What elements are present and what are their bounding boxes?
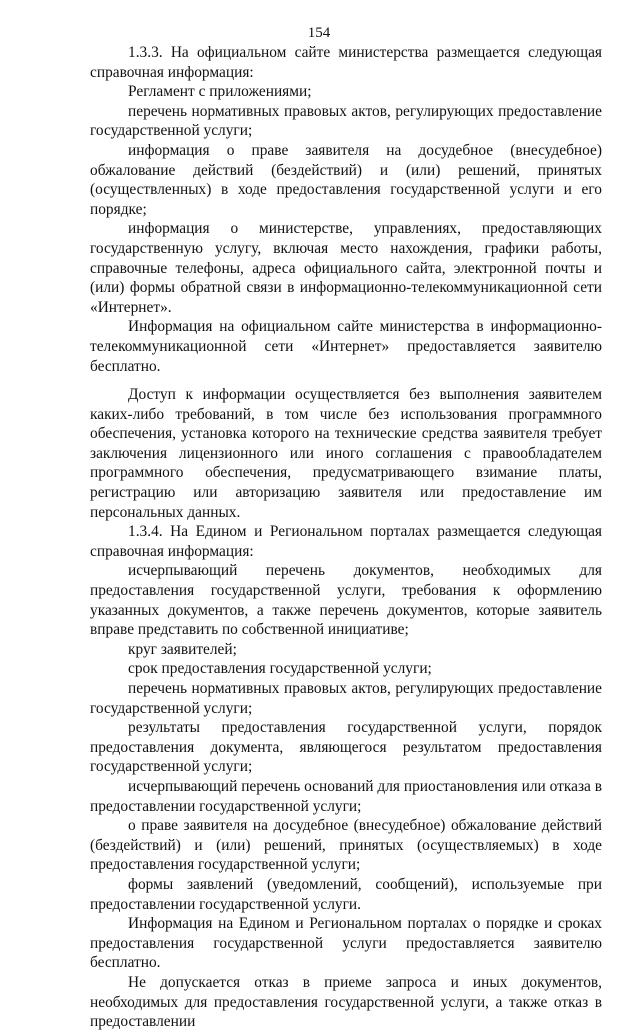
list-item-appeal-right: информация о праве заявителя на досудебное (внесудебное) обжалование действий (бездействий) и (или) решений, принятых (осуществленных) в ходе предоставления государственной услуги и его порядке;	[90, 141, 602, 218]
document-body	[90, 43, 602, 1032]
paragraph-1-3-4-heading: 1.3.4. На Едином и Региональном порталах размещается следующая справочная информация:	[90, 523, 602, 560]
list-item-ministry-info: информация о министерстве, управлениях, предоставляющих государственную услугу, включая место нахождения, графики работы, справочные телефоны, адреса официального сайта, электронной почты и (или) формы обратной связи в информационно-телекоммуникационной сети «Интернет».	[90, 220, 602, 316]
list-item-normative-acts-portal: перечень нормативных правовых актов, регулирующих предоставление государственной услуги;	[90, 680, 602, 717]
paragraph-free-info-portal: Информация на Едином и Региональном порталах о порядке и сроках предоставления государственной услуги предоставляется заявителю бесплатно.	[90, 915, 602, 972]
list-item-regulation: Регламент с приложениями;	[128, 83, 312, 101]
list-item-service-term: срок предоставления государственной услуги;	[128, 660, 432, 678]
list-item-application-forms: формы заявлений (уведомлений, сообщений), используемые при предоставлении государственной услуги.	[90, 875, 602, 913]
list-item-documents-list: исчерпывающий перечень документов, необходимых для предоставления государственной услуги, требования к оформлению указанных документов, а также перечень документов, которые заявитель вправе представить по собственной инициативе;	[90, 562, 602, 639]
list-item-refusal-grounds: исчерпывающий перечень оснований для приостановления или отказа в предоставлении государственной услуги;	[90, 777, 602, 815]
paragraph-refusal-not-allowed: Не допускается отказ в приеме запроса и иных документов, необходимых для предоставления государственной услуги, а также отказ в предоставлении	[90, 973, 602, 1031]
list-item-applicants: круг заявителей;	[128, 640, 237, 658]
list-item-service-results: результаты предоставления государственной услуги, порядок предоставления документа, являющегося результатом предоставления государственной услуги;	[90, 719, 602, 776]
paragraph-free-info-site: Информация на официальном сайте министерства в информационно-телекоммуникационной сети «Интернет» предоставляется заявителю бесплатно.	[90, 318, 602, 375]
page-number: 154	[307, 25, 331, 41]
paragraph-1-3-3-heading: 1.3.3. На официальном сайте министерства размещается следующая справочная информация:	[90, 44, 602, 81]
list-item-normative-acts: перечень нормативных правовых актов, регулирующих предоставление государственной услуги;	[90, 102, 602, 140]
list-item-appeal-right-portal: о праве заявителя на досудебное (внесудебное) обжалование действий (бездействий) и (или) решений, принятых (осуществляемых) в ходе предоставления государственной услуги;	[90, 817, 602, 874]
paragraph-access-conditions: Доступ к информации осуществляется без выполнения заявителем каких-либо требований, в том числе без использования программного обеспечения, установка которого на технические средства заявителя требует заключения лицензионного или иного соглашения с правообладателем программного обеспечения, предусматривающего взимание платы, регистрацию или авторизацию заявителя или предоставление им персональных данных.	[90, 386, 602, 521]
